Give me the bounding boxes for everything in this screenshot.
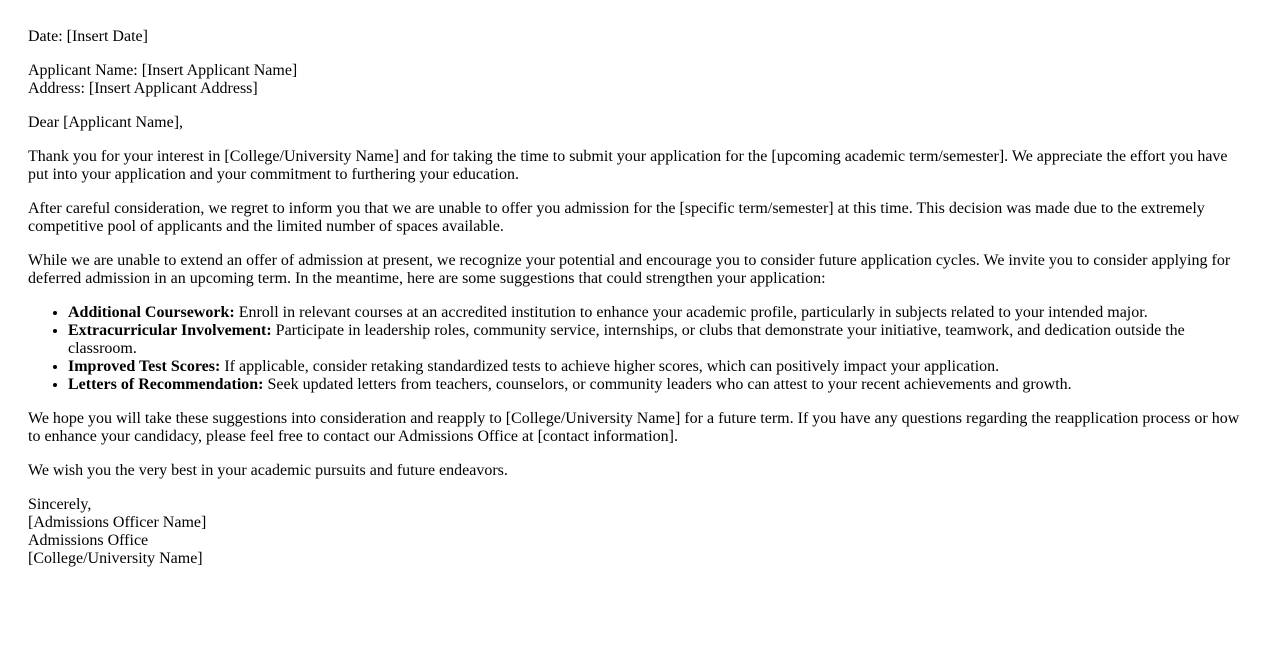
suggestion-item	[68, 304, 1244, 322]
suggestion-item	[68, 358, 1244, 376]
paragraph-wishes: We wish you the very best in your academic pursuits and future endeavors.	[28, 462, 508, 479]
suggestion-text: If applicable, consider retaking standardized tests to achieve higher scores, which can positively impact your application.	[220, 358, 1000, 375]
suggestion-item	[68, 376, 1244, 394]
address-line: Address: [Insert Applicant Address]	[28, 80, 258, 97]
applicant-name-line: Applicant Name: [Insert Applicant Name]	[28, 62, 298, 79]
letter-body	[28, 28, 1244, 584]
salutation: Dear [Applicant Name],	[28, 114, 184, 131]
paragraph-reapply: We hope you will take these suggestions into consideration and reapply to [College/University Name] for a future term. If you have any questions regarding the reapplication process or how to enhance your candidacy, please feel free to contact our Admissions Office at [contact information].	[28, 410, 1240, 445]
office-name: Admissions Office	[28, 532, 149, 549]
sign-off: Sincerely,	[28, 496, 92, 513]
paragraph-thank-you: Thank you for your interest in [College/University Name] and for taking the time to submit your application for the [upcoming academic term/semester]. We appreciate the effort you have put into your application and your commitment to furthering your education.	[28, 148, 1228, 183]
suggestion-text: Seek updated letters from teachers, counselors, or community leaders who can attest to your recent achievements and growth.	[263, 376, 1072, 393]
signature-block	[28, 496, 1244, 568]
suggestion-title: Letters of Recommendation:	[68, 376, 264, 393]
suggestion-text: Enroll in relevant courses at an accredited institution to enhance your academic profile, particularly in subjects related to your intended major.	[234, 304, 1148, 321]
suggestion-title: Improved Test Scores:	[68, 358, 221, 375]
officer-name: [Admissions Officer Name]	[28, 514, 207, 531]
suggestion-item	[68, 322, 1244, 358]
letter-date: Date: [Insert Date]	[28, 28, 148, 45]
suggestion-title: Extracurricular Involvement:	[68, 322, 272, 339]
suggestion-text: Participate in leadership roles, community service, internships, or clubs that demonstrate your initiative, teamwork, and dedication outside the classroom.	[68, 322, 1185, 357]
suggestion-title: Additional Coursework:	[68, 304, 235, 321]
paragraph-decision: After careful consideration, we regret to inform you that we are unable to offer you admission for the [specific term/semester] at this time. This decision was made due to the extremely competitive pool of applicants and the limited number of spaces available.	[28, 200, 1205, 235]
suggestions-list	[28, 304, 1244, 394]
recipient-block	[28, 62, 1244, 98]
paragraph-encouragement: While we are unable to extend an offer of admission at present, we recognize your potential and encourage you to consider future application cycles. We invite you to consider applying for deferred admission in an upcoming term. In the meantime, here are some suggestions that could strengthen your application:	[28, 252, 1231, 287]
institution-name: [College/University Name]	[28, 550, 203, 567]
